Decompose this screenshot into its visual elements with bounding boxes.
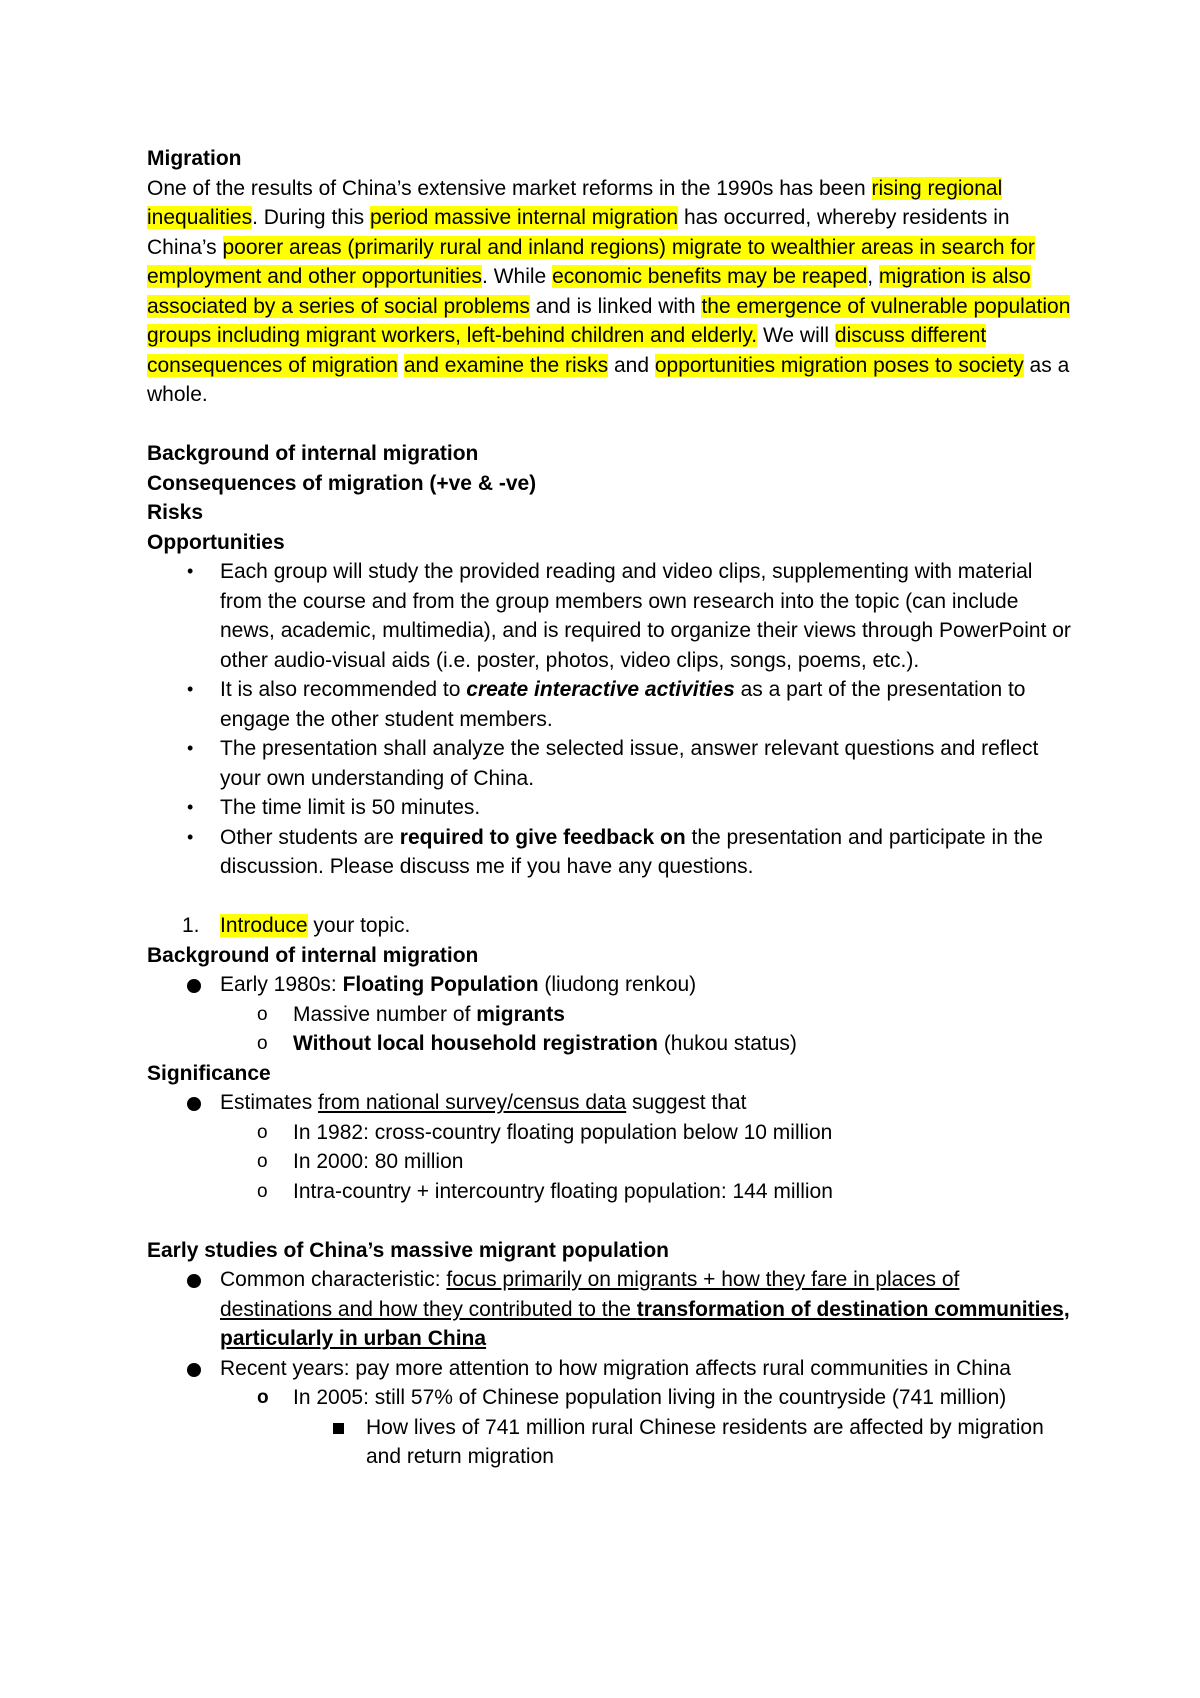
highlight: discuss different consequences of migration (147, 324, 987, 377)
highlight: opportunities migration poses to society (654, 353, 1024, 377)
list-item: • The presentation shall analyze the selected issue, answer relevant questions and reflect your own understanding of China. (147, 734, 1077, 793)
document-page (147, 144, 1077, 1472)
list-item: o In 1982: cross-country floating population below 10 million (147, 1118, 1077, 1148)
section-heading: Background of internal migration (147, 943, 479, 967)
list-item: Recent years: pay more attention to how migration affects rural communities in China (147, 1354, 1077, 1384)
list-item: Common characteristic: focus primarily on migrants + how they fare in places of destinations and how they contributed to the transformation of destination communities, particularly in urban China (147, 1265, 1077, 1354)
highlight: economic benefits may be reaped (552, 265, 868, 288)
highlight: rising regional inequalities (147, 176, 1003, 229)
list-item: Early 1980s: Floating Population (liudong renkou) (147, 970, 1077, 1000)
instructions-list (147, 557, 1077, 882)
highlight: the emergence of vulnerable population groups including migrant workers, left-behind children and elderly. (147, 294, 1071, 347)
significance-list (147, 1088, 1077, 1118)
outline-item: Consequences of migration (+ve & -ve) (147, 471, 537, 495)
spacer (147, 1206, 1077, 1236)
list-item: • Each group will study the provided reading and video clips, supplementing with material from the course and from the group members own research into the topic (can include news, academic, multimedia), and is required to organize their views through PowerPoint or other audio-visual aids (i.e. poster, photos, video clips, songs, poems, etc.). (147, 557, 1077, 675)
list-item: Estimates from national survey/census data suggest that (147, 1088, 1077, 1118)
list-item: How lives of 741 million rural Chinese residents are affected by migration and return migration (147, 1413, 1077, 1472)
list-item: o Massive number of migrants (147, 1000, 1077, 1030)
highlight: Introduce (220, 914, 308, 937)
section-heading: Early studies of China’s massive migrant population (147, 1238, 670, 1262)
numbered-step: 1. Introduce your topic. (182, 914, 411, 937)
spacer (147, 882, 1077, 912)
intro-paragraph: One of the results of China’s extensive market reforms in the 1990s has been rising regional inequalities. During this period massive internal migration has occurred, whereby residents in China’s poorer areas (primarily rural and inland regions) migrate to wealthier areas in search for employment and other opportunities. While economic benefits may be reaped, migration is also associated by a series of social problems and is linked with the emergence of vulnerable population groups including migrant workers, left-behind children and elderly. We will discuss different consequences of migration and examine the risks and opportunities migration poses to society as a whole. (147, 176, 1071, 406)
list-item: o Without local household registration (hukou status) (147, 1029, 1077, 1059)
list-item: o In 2005: still 57% of Chinese population living in the countryside (741 million) (147, 1383, 1077, 1413)
highlight: poorer areas (primarily rural and inland regions) migrate to wealthier areas in search for employment and other opportunities (147, 235, 1035, 288)
document-title: Migration (147, 147, 242, 170)
significance-sublist (147, 1118, 1077, 1207)
background-list (147, 970, 1077, 1000)
highlight: migration is also associated by a series of social problems (147, 265, 1031, 318)
highlight: period massive internal migration (369, 206, 679, 229)
section-heading: Significance (147, 1061, 271, 1085)
list-item: • The time limit is 50 minutes. (147, 793, 1077, 823)
early-studies-list (147, 1265, 1077, 1383)
list-item: • Other students are required to give feedback on the presentation and participate in the discussion. Please discuss me if you have any questions. (147, 823, 1077, 882)
outline-item: Opportunities (147, 530, 285, 554)
list-item: o Intra-country + intercountry floating population: 144 million (147, 1177, 1077, 1207)
early-studies-sublist (147, 1383, 1077, 1413)
outline-item: Background of internal migration (147, 442, 479, 465)
outline-item: Risks (147, 501, 204, 524)
highlight: and examine the risks (403, 353, 609, 377)
spacer (147, 410, 1077, 440)
list-item: • It is also recommended to create interactive activities as a part of the presentation to engage the other student members. (147, 675, 1077, 734)
background-sublist (147, 1000, 1077, 1059)
list-item: o In 2000: 80 million (147, 1147, 1077, 1177)
early-studies-subsublist (147, 1413, 1077, 1472)
